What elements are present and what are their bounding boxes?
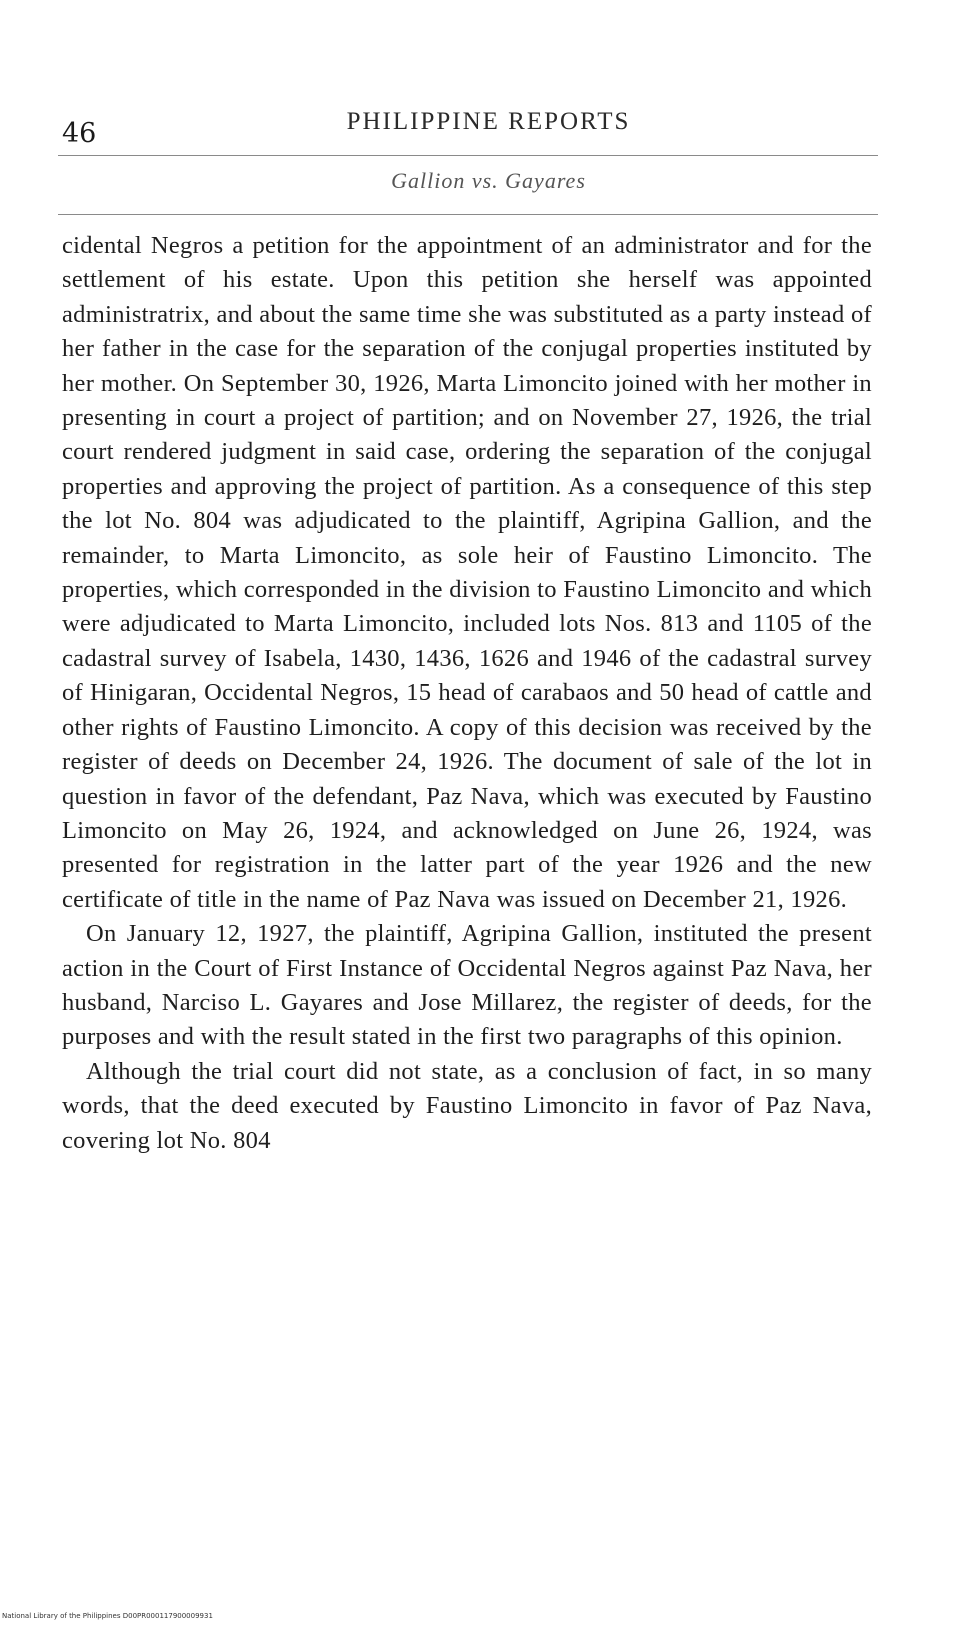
- case-caption: Gallion vs. Gayares: [391, 168, 586, 193]
- paragraph-continuation: cidental Negros a petition for the appointment of an administrator and for the settlement of his estate. Upon this petition she herself was appointed administratrix, and about the same time she was substituted as a party instead of her father in the case for the separation of the conjugal properties instituted by her mother. On September 30, 1926, Marta Limoncito joined with her mother in presenting in court a project of partition; and on November 27, 1926, the trial court rendered judgment in said case, ordering the separation of the conjugal properties and approving the project of partition. As a consequence of this step the lot No. 804 was adjudicated to the plaintiff, Agripina Gallion, and the remainder, to Marta Limoncito, as sole heir of Faustino Limoncito. The properties, which corresponded in the division to Faustino Limoncito and which were adjudicated to Marta Limoncito, included lots Nos. 813 and 1105 of the cadastral survey of Isabela, 1430, 1436, 1626 and 1946 of the cadastral survey of Hinigaran, Occidental Negros, 15 head of carabaos and 50 head of cattle and other rights of Faustino Limoncito. A copy of this decision was received by the register of deeds on December 24, 1926. The document of sale of the lot in question in favor of the defendant, Paz Nava, which was executed by Faustino Limoncito on May 26, 1924, and acknowledged on June 26, 1924, was presented for registration in the latter part of the year 1926 and the new certificate of title in the name of Paz Nava was issued on December 21, 1926.: [62, 232, 872, 913]
- paragraph: On January 12, 1927, the plaintiff, Agripina Gallion, instituted the present action in the Court of First Instance of Occidental Negros against Paz Nava, her husband, Narciso L. Gayares and Jose Millarez, the register of deeds, for the purposes and with the result stated in the first two paragraphs of this opinion.: [62, 920, 872, 1051]
- running-title: PHILIPPINE REPORTS: [346, 108, 631, 135]
- scan-source-footer: National Library of the Philippines D00PR000117900009931: [2, 1612, 213, 1620]
- body-text: [62, 229, 872, 1158]
- header-rule-bottom: [58, 214, 878, 215]
- header-rule-top: [58, 155, 878, 156]
- page-number: 46: [62, 118, 97, 149]
- paragraph: Although the trial court did not state, as a conclusion of fact, in so many words, that the deed executed by Faustino Limoncito in favor of Paz Nava, covering lot No. 804: [62, 1057, 872, 1154]
